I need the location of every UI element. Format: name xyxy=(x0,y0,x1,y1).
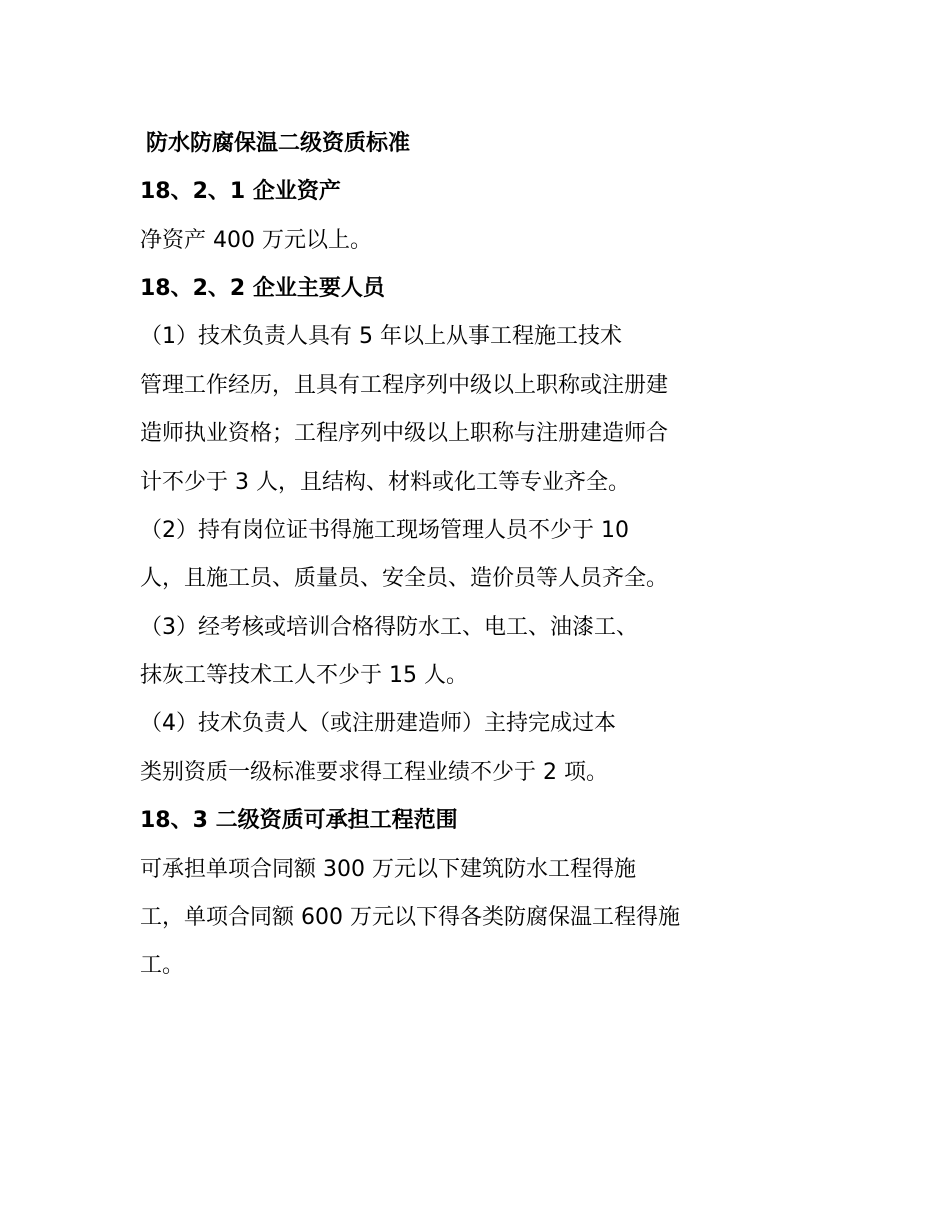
section-heading-scope: 18、3 二级资质可承担工程范围 xyxy=(140,808,458,833)
paragraph-line: 类别资质一级标准要求得工程业绩不少于 2 项。 xyxy=(140,760,608,785)
paragraph-line: 抹灰工等技术工人不少于 15 人。 xyxy=(140,663,468,688)
paragraph-line: 工，单项合同额 600 万元以下得各类防腐保温工程得施 xyxy=(140,905,680,930)
paragraph-line: 人，且施工员、质量员、安全员、造价员等人员齐全。 xyxy=(140,566,669,591)
paragraph-line: 计不少于 3 人，且结构、材料或化工等专业齐全。 xyxy=(140,470,630,495)
paragraph-line: 净资产 400 万元以上。 xyxy=(140,228,372,253)
paragraph-line: （3）经考核或培训合格得防水工、电工、油漆工、 xyxy=(140,615,638,640)
paragraph-line: 造师执业资格；工程序列中级以上职称与注册建造师合 xyxy=(140,421,669,446)
document-title: 防水防腐保温二级资质标准 xyxy=(146,131,411,156)
paragraph-line: 工。 xyxy=(140,953,185,978)
paragraph-line: 管理工作经历，且具有工程序列中级以上职称或注册建 xyxy=(140,373,669,398)
paragraph-line: （4）技术负责人（或注册建造师）主持完成过本 xyxy=(140,711,616,736)
paragraph-line: （2）持有岗位证书得施工现场管理人员不少于 10 xyxy=(140,518,629,543)
section-heading-personnel: 18、2、2 企业主要人员 xyxy=(140,276,385,301)
paragraph-line: （1）技术负责人具有 5 年以上从事工程施工技术 xyxy=(140,324,622,349)
paragraph-line: 可承担单项合同额 300 万元以下建筑防水工程得施 xyxy=(140,857,636,882)
section-heading-assets: 18、2、1 企业资产 xyxy=(140,179,341,204)
